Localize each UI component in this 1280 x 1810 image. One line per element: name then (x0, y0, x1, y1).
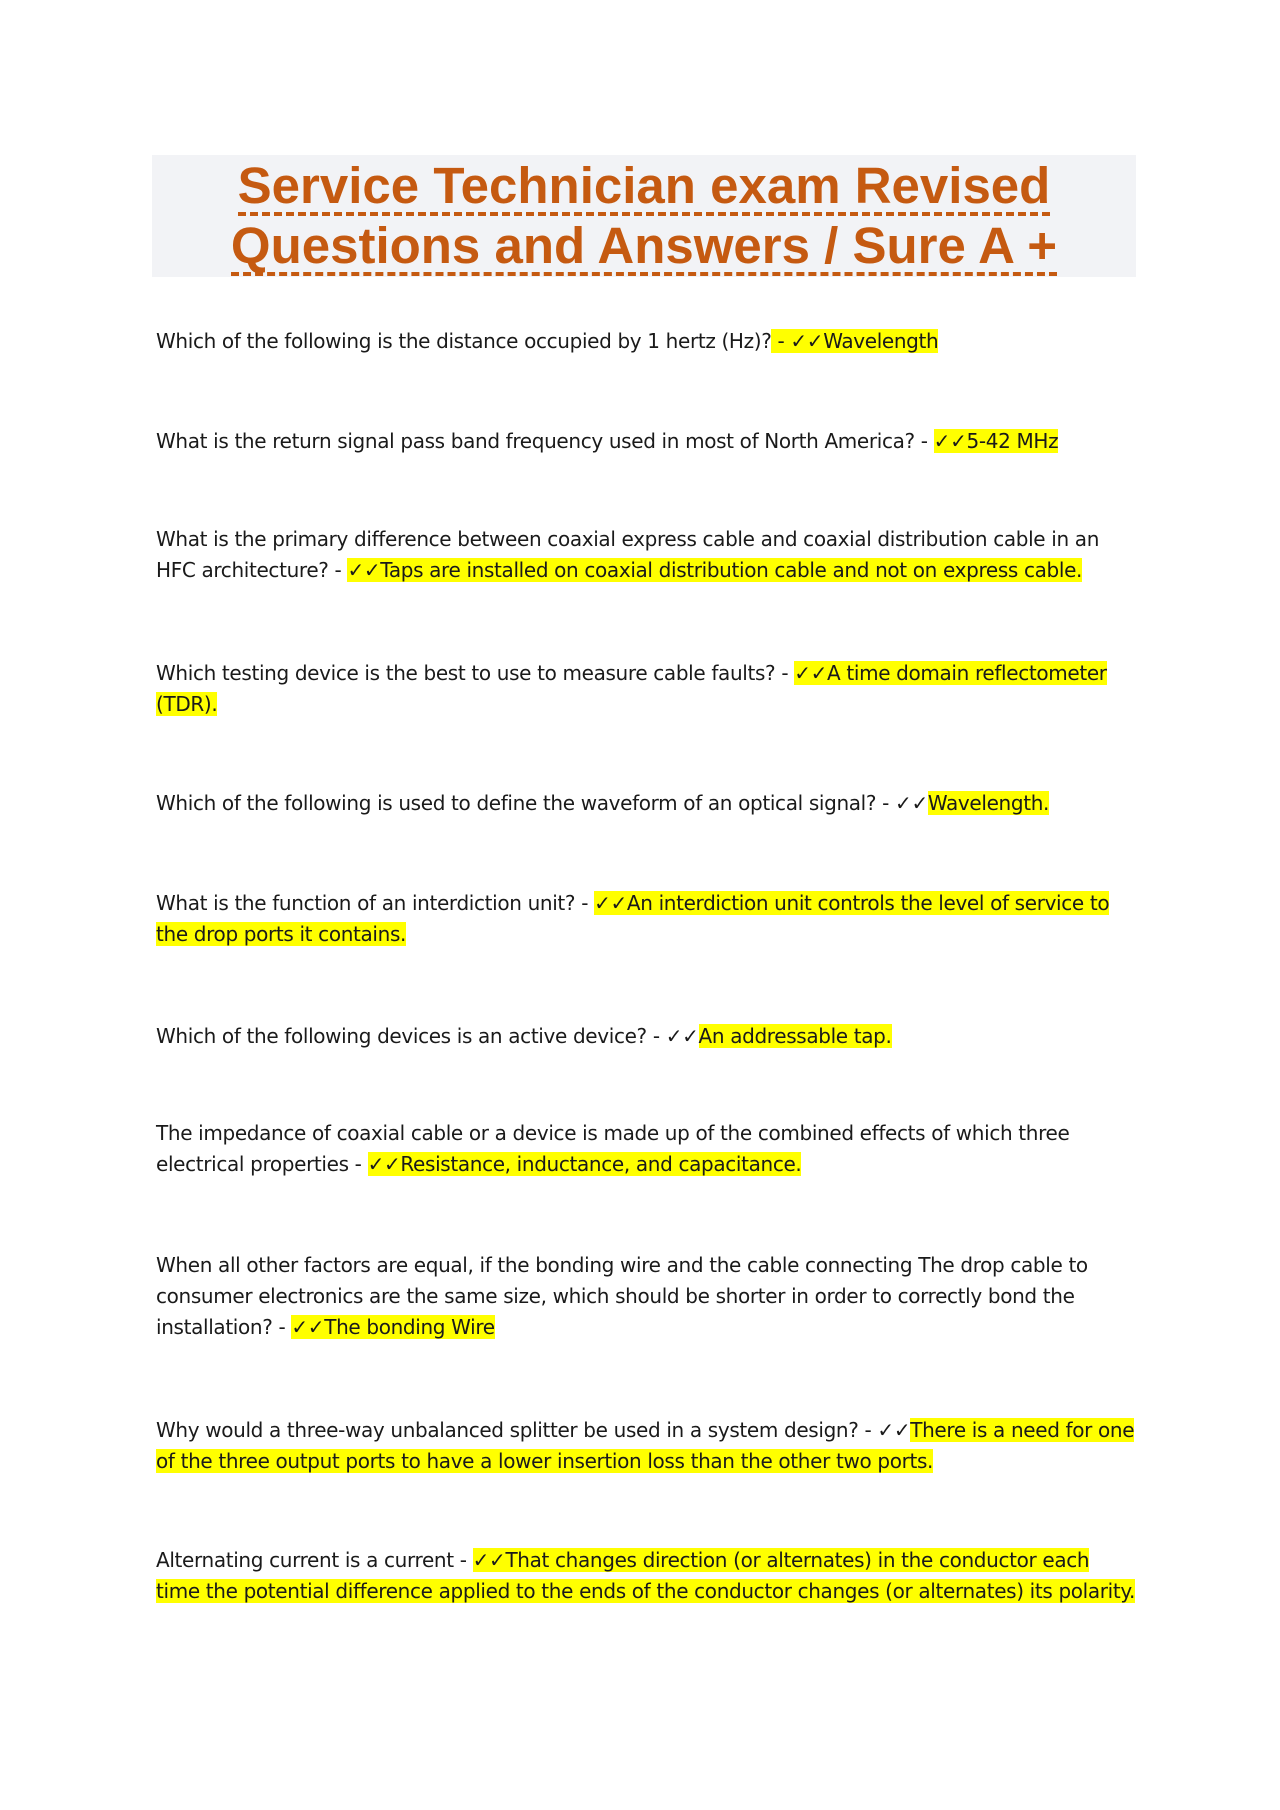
answer-separator: - (575, 891, 595, 915)
checkmark-icon: ✓✓ (794, 661, 828, 685)
qa-item (156, 426, 1136, 457)
answer-text: That changes direction (or alternates) in the conductor each time the potential difference applied to the ends of the conductor changes (or alternates) its polarity. (156, 1548, 1136, 1603)
answer-separator: - (775, 661, 795, 685)
checkmark-icon: ✓✓ (472, 1548, 506, 1572)
checkmark-icon: ✓✓ (877, 1418, 911, 1442)
checkmark-icon: ✓✓ (367, 1152, 401, 1176)
answer-text: Wavelength. (927, 791, 1050, 815)
qa-item (156, 888, 1136, 950)
answer-separator: - (771, 329, 791, 353)
qa-item (156, 1415, 1136, 1477)
question-text: Which of the following is used to define the waveform of an optical signal? (156, 791, 877, 815)
answer-text: Wavelength (823, 329, 939, 353)
checkmark-icon: ✓✓ (594, 891, 627, 915)
answer-separator: - (876, 791, 896, 815)
answer-text: An interdiction unit controls the level of service to the drop ports it contains. (156, 891, 1110, 946)
question-text: What is the primary difference between coaxial express cable and coaxial distribution cable in an HFC architecture? (156, 527, 1100, 582)
answer-separator: - (914, 429, 934, 453)
checkmark-icon: ✓✓ (665, 1024, 699, 1048)
answer-text: 5-42 MHz (966, 429, 1059, 453)
qa-item (156, 788, 1136, 819)
answer-text: Taps are installed on coaxial distribution cable and not on express cable. (380, 558, 1083, 582)
checkmark-icon: ✓✓ (790, 329, 824, 353)
qa-item (156, 1021, 1136, 1052)
qa-item (156, 1545, 1136, 1607)
checkmark-icon: ✓✓ (933, 429, 967, 453)
question-text: What is the function of an interdiction unit? (156, 891, 576, 915)
answer-separator: - (272, 1315, 292, 1339)
answer-text: There is a need for one of the three output ports to have a lower insertion loss than the other two ports. (156, 1418, 1135, 1473)
answer-text: The bonding Wire (324, 1315, 495, 1339)
question-text: Which testing device is the best to use to measure cable faults? (156, 661, 776, 685)
qa-item (156, 326, 1136, 357)
answer-text: Resistance, inductance, and capacitance. (400, 1152, 802, 1176)
checkmark-icon: ✓✓ (895, 791, 928, 815)
answer-separator: - (646, 1024, 666, 1048)
answer-separator: - (328, 558, 348, 582)
question-text: Which of the following is the distance occupied by 1 hertz (Hz)? (156, 329, 772, 353)
checkmark-icon: ✓✓ (347, 558, 381, 582)
question-text: Alternating current is a current (156, 1548, 454, 1572)
question-text: Why would a three-way unbalanced splitter be used in a system design? (156, 1418, 859, 1442)
question-text: When all other factors are equal, if the bonding wire and the cable connecting The drop cable to consumer electronics are the same size, which should be shorter in order to correctly bond the installation? (156, 1253, 1088, 1339)
qa-item (156, 658, 1136, 720)
answer-text: An addressable tap. (698, 1024, 892, 1048)
answer-text: A time domain reflectometer (TDR). (156, 661, 1107, 716)
question-text: The impedance of coaxial cable or a device is made up of the combined effects of which three electrical properties (156, 1121, 1070, 1176)
question-text: What is the return signal pass band frequency used in most of North America? (156, 429, 915, 453)
qa-item (156, 524, 1136, 586)
page-title (152, 156, 1136, 276)
qa-item (156, 1250, 1136, 1343)
answer-separator: - (858, 1418, 878, 1442)
title-line-1: Service Technician exam Revised (237, 157, 1051, 214)
answer-separator: - (453, 1548, 473, 1572)
question-text: Which of the following devices is an active device? (156, 1024, 647, 1048)
title-line-2: Questions and Answers / Sure A + (230, 217, 1058, 274)
checkmark-icon: ✓✓ (291, 1315, 325, 1339)
qa-item (156, 1118, 1136, 1180)
answer-separator: - (348, 1152, 368, 1176)
